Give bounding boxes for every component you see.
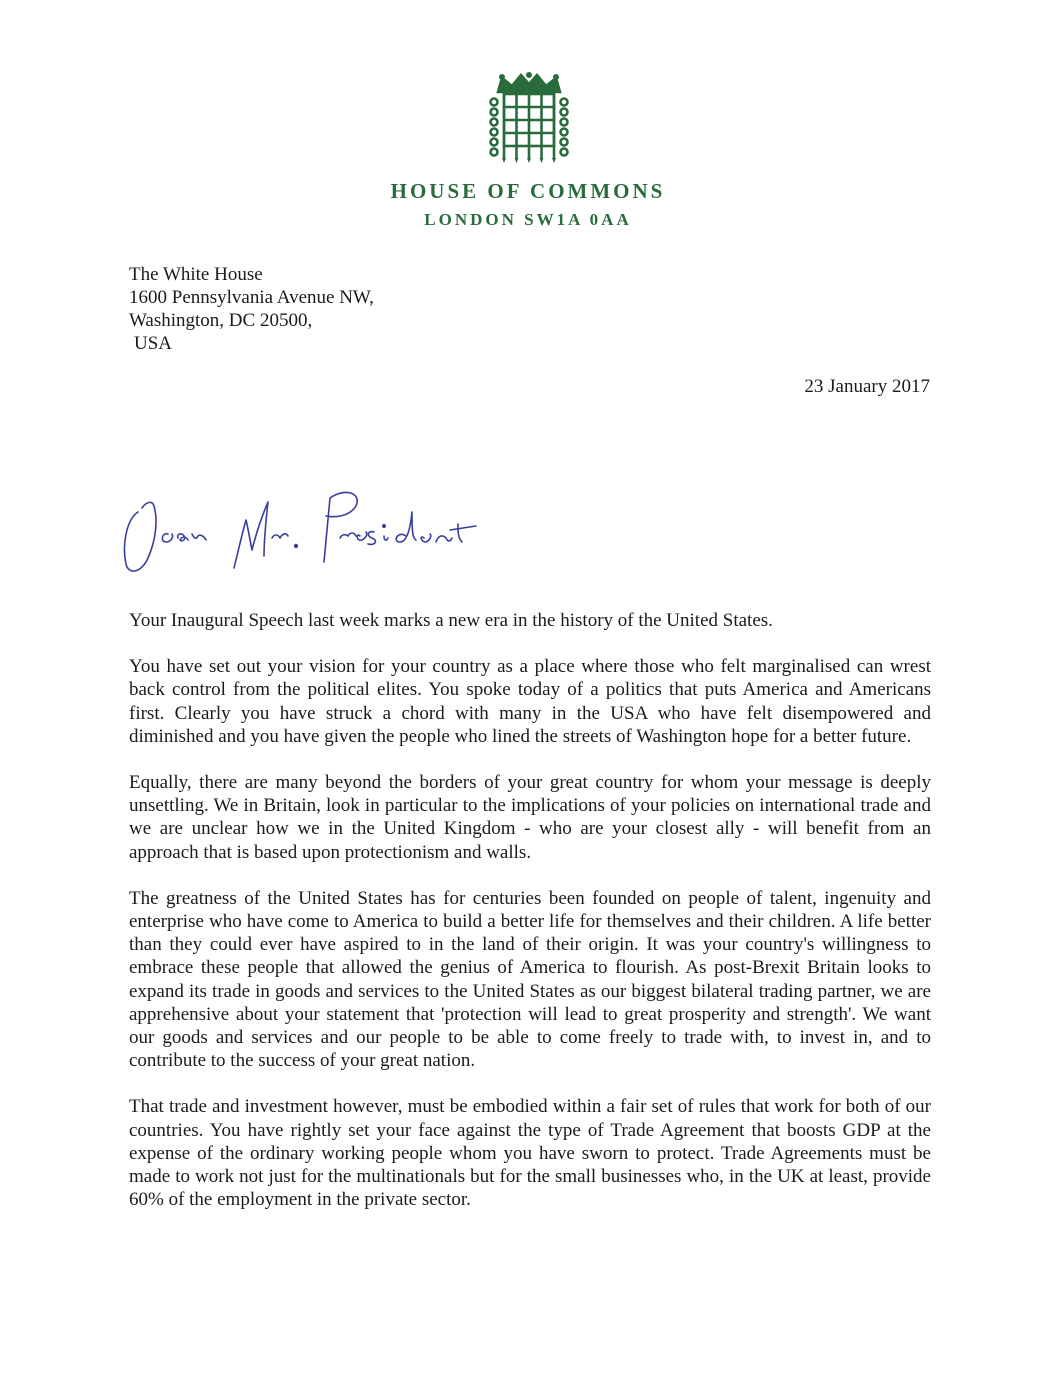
body-paragraph: Your Inaugural Speech last week marks a new era in the history of the United States. <box>129 610 773 631</box>
address-line: USA <box>134 333 173 354</box>
address-line: Washington, DC 20500, <box>129 310 313 331</box>
body-paragraph: You have set out your vision for your country as a place where those who felt marginalised can wrest back control from the political elites. You spoke today of a politics that puts America and Americans first. Clearly you have struck a chord with many in the USA who have felt disempowered and diminished and you have given the people who lined the streets of Washington hope for a better future. <box>129 656 931 747</box>
handwritten-salutation <box>112 476 482 586</box>
address-line: The White House <box>129 264 263 285</box>
body-paragraph: The greatness of the United States has for centuries been founded on people of talent, ingenuity and enterprise who have come to America to build a better life for themselves and their children. A life better than they could ever have aspired to in the land of their origin. It was your country's willingness to embrace these people that allowed the genius of America to flourish. As post-Brexit Britain looks to expand its trade in goods and services to the United States as our biggest bilateral trading partner, we are apprehensive about your statement that 'protection will lead to great prosperity and strength'. We want our goods and services and our people to be able to come freely to trade with, to invest in, and to contribute to the success of your great nation. <box>129 887 931 1072</box>
body-paragraph: Equally, there are many beyond the borders of your great country for whom your message is deeply unsettling. We in Britain, look in particular to the implications of your policies on international trade and we are unclear how we in the United Kingdom - who are your closest ally - will benefit from an approach that is based upon protectionism and walls. <box>129 772 931 863</box>
letter-date: 23 January 2017 <box>804 376 930 397</box>
letter-body <box>129 609 931 1234</box>
organisation-name: HOUSE OF COMMONS <box>390 179 666 203</box>
organisation-address: LONDON SW1A 0AA <box>424 210 632 229</box>
body-paragraph: That trade and investment however, must be embodied within a fair set of rules that work for both of our countries. You have rightly set your face against the type of Trade Agreement that boosts GDP at the expense of the ordinary working people whom you have sworn to protect. Trade Agreements must be made to work not just for the multinationals but for the small businesses who, in the UK at least, provide 60% of the employment in the private sector. <box>129 1096 931 1211</box>
portcullis-crest-icon <box>488 72 570 164</box>
recipient-address <box>129 263 374 355</box>
address-line: 1600 Pennsylvania Avenue NW, <box>129 287 374 308</box>
